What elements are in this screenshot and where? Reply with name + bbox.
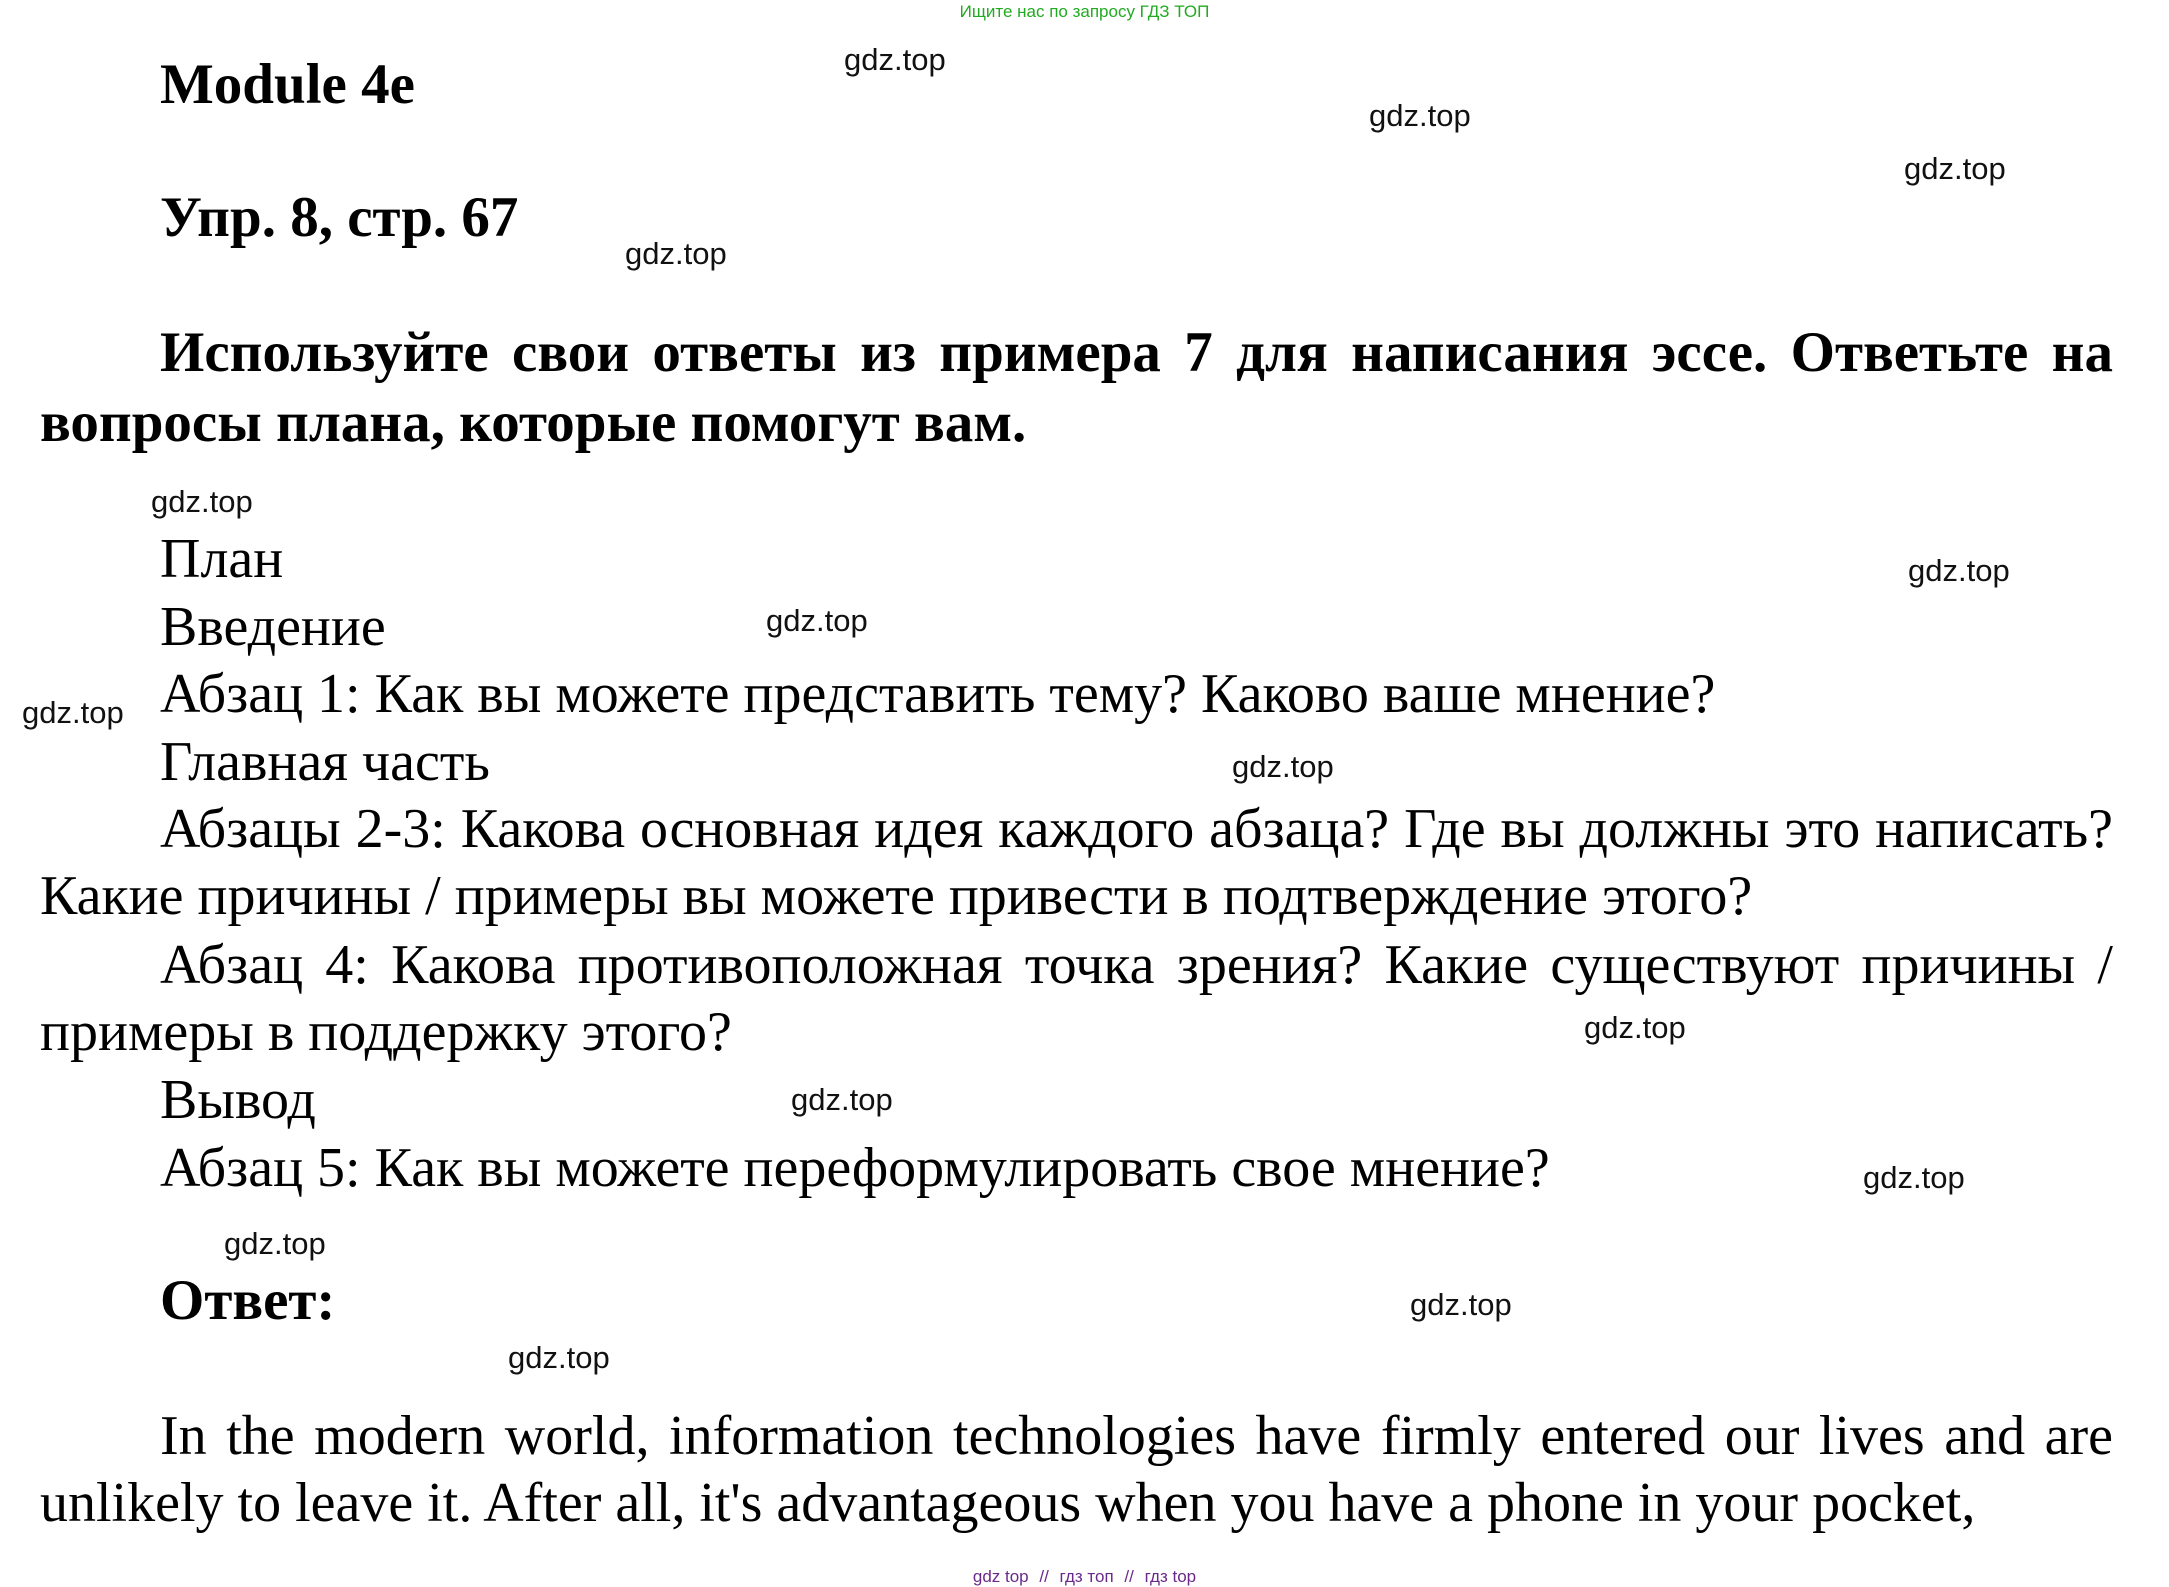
conclusion-heading: Вывод	[160, 1069, 316, 1131]
watermark: gdz.top	[1410, 1287, 1512, 1322]
watermark: gdz.top	[224, 1226, 326, 1261]
bottom-separator: //	[1124, 1567, 1134, 1586]
top-banner[interactable]: Ищите нас по запросу ГДЗ ТОП	[959, 2, 1210, 21]
paragraph5-question: Абзац 5: Как вы можете переформулировать свое мнение?	[160, 1137, 1550, 1199]
paragraphs23-question: Абзацы 2-3: Какова основная идея каждого абзаца? Где вы должны это написать? Какие причины / примеры вы можете привести в подтверждение этого?	[40, 798, 2113, 927]
module-title: Module 4e	[160, 53, 415, 116]
main-part-heading: Главная часть	[160, 731, 490, 793]
plan-title: План	[160, 528, 284, 590]
bottom-banner[interactable]	[0, 1567, 2169, 1587]
exercise-reference: Упр. 8, стр. 67	[160, 186, 519, 249]
intro-heading: Введение	[160, 596, 386, 658]
answer-label: Ответ:	[160, 1269, 336, 1332]
instruction-text: Используйте свои ответы из примера 7 для написания эссе. Ответьте на вопросы плана, которые помогут вам.	[40, 321, 2113, 454]
watermark: gdz.top	[1863, 1160, 1965, 1195]
watermark: gdz.top	[766, 603, 868, 638]
watermark: gdz.top	[1584, 1010, 1686, 1045]
watermark: gdz.top	[1232, 749, 1334, 784]
bottom-separator: //	[1039, 1567, 1049, 1586]
essay-text: In the modern world, information technologies have firmly entered our lives and are unlikely to leave it. After all, it's advantageous when you have a phone in your pocket,	[40, 1405, 2113, 1534]
paragraph1-question: Абзац 1: Как вы можете представить тему? Каково ваше мнение?	[160, 663, 1716, 725]
watermark: gdz.top	[1369, 98, 1471, 133]
watermark: gdz.top	[791, 1082, 893, 1117]
watermark: gdz.top	[151, 484, 253, 519]
paragraph4-question: Абзац 4: Какова противоположная точка зрения? Какие существуют причины / примеры в поддержку этого?	[40, 934, 2113, 1063]
watermark: gdz.top	[625, 236, 727, 271]
watermark: gdz.top	[844, 42, 946, 77]
bottom-link-gdz-top-ru[interactable]: гдз топ	[1059, 1567, 1114, 1586]
watermark: gdz.top	[508, 1340, 610, 1375]
watermark: gdz.top	[1904, 151, 2006, 186]
watermark: gdz.top	[1908, 553, 2010, 588]
watermark: gdz.top	[22, 695, 124, 730]
bottom-link-gdz-top[interactable]: gdz top	[972, 1567, 1029, 1586]
bottom-link-gdz-top-mixed[interactable]: гдз top	[1144, 1567, 1197, 1586]
